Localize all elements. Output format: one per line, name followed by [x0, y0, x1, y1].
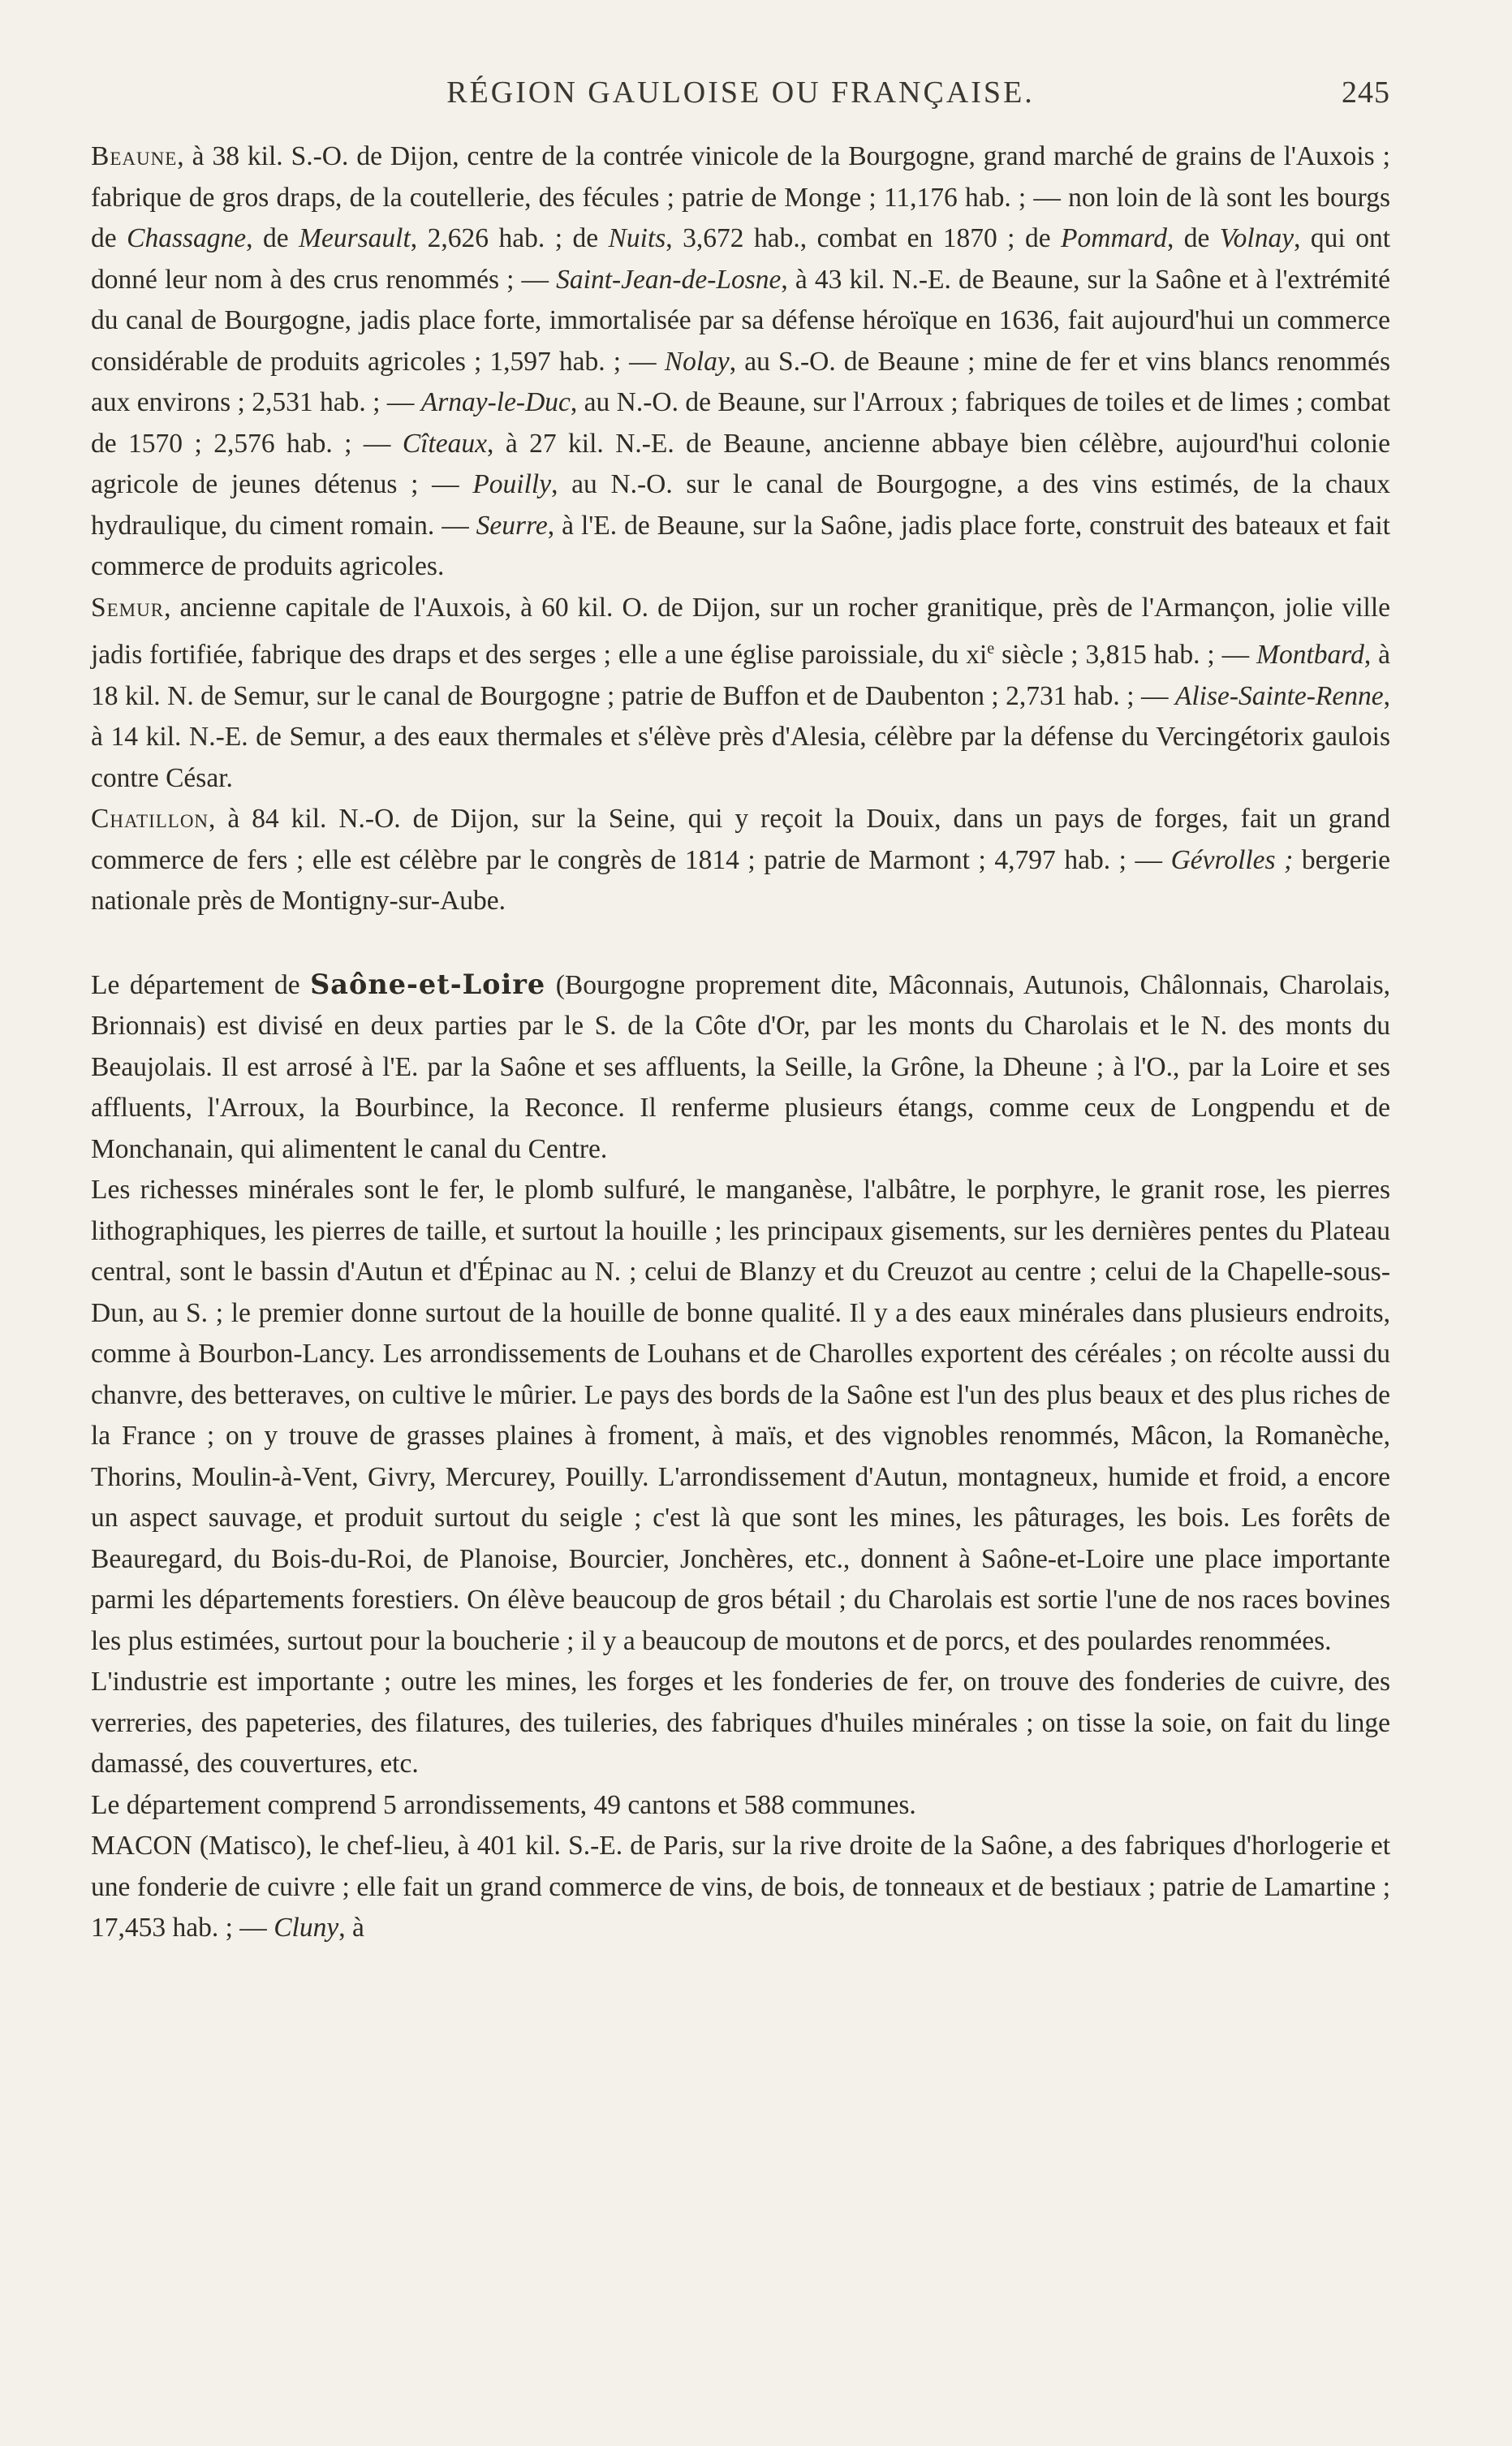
text-run: siècle ; 3,815 hab. ; —	[994, 640, 1257, 671]
text-run: (Bourgogne proprement dite, Mâconnais, Autunois, Châlonnais, Charolais, Brionnais) est divisé en deux parties par le S. de la Côte d'Or, par les monts du Charolais et le N. des monts du Beaujolais. Il est arrosé à l'E. par la Saône et ses affluents, la Seille, la Grône, la Dheune ; à l'O., par la Loire et ses affluents, l'Arroux, la Bourbince, la Reconce. Il renferme plusieurs étangs, comme ceux de Longpendu et de Monchanain, qui alimentent le canal du Centre.	[91, 969, 1390, 1164]
text-run: L'industrie est importante ; outre les mines, les forges et les fonderies de fer, on trouve des fonderies de cuivre, des verreries, des papeteries, des filatures, des tuileries, des fabriques d'huiles minérales ; on tisse la soie, on fait du linge damassé, des couvertures, etc.	[91, 1667, 1390, 1779]
text-run: , au N.-O. de Beaune, sur l'Arroux ; fabriques de toiles et de limes ; combat de 1570 ; 2,576 hab. ; —	[91, 387, 1390, 459]
superscript: e	[987, 640, 995, 658]
place-name: Meursault	[299, 223, 411, 253]
paragraph-semur	[91, 588, 1390, 800]
place-name: Volnay	[1219, 223, 1294, 253]
text-run: Le département comprend 5 arrondissements, 49 cantons et 588 communes.	[91, 1789, 916, 1820]
text-run: , à 38 kil. S.-O. de Dijon, centre de la contrée vinicole de la Bourgogne, grand marché de grains de l'Auxois ; fabrique de gros draps, de la coutellerie, des fécules ; patrie de Monge ; 11,176 hab. ; — non loin de là sont les bourgs de	[91, 141, 1390, 253]
text-run: , à 84 kil. N.-O. de Dijon, sur la Seine, qui y reçoit la Douix, dans un pays de forges, fait un grand commerce de fers ; elle est célèbre par le congrès de 1814 ; patrie de Marmont ; 4,797 hab. ; —	[91, 804, 1390, 875]
section-gap	[91, 922, 1390, 964]
text-run: , à 14 kil. N.-E. de Semur, a des eaux thermales et s'élève près d'Alesia, célèbre par la défense du Vercingétorix gaulois contre César.	[91, 680, 1390, 793]
place-name: Nuits	[608, 223, 666, 253]
text-run: , de	[1166, 223, 1220, 253]
place-name: Pommard	[1061, 223, 1167, 253]
text-run: , à l'E. de Beaune, sur la Saône, jadis place forte, construit des bateaux et fait commerce de produits agricoles.	[91, 510, 1390, 581]
body-text	[91, 136, 1390, 1949]
place-name: Montbard	[1256, 640, 1364, 671]
running-header	[91, 75, 1390, 123]
page-number: 245	[1342, 75, 1390, 110]
place-name: Cîteaux	[402, 428, 488, 459]
place-name: Saint-Jean-de-Losne	[556, 264, 782, 295]
place-name: Chassagne	[127, 223, 247, 253]
paragraph-industrie	[91, 1662, 1390, 1785]
place-name: Arnay-le-Duc	[420, 387, 571, 417]
text-run: , à	[338, 1913, 364, 1943]
paragraph-richesses	[91, 1170, 1390, 1662]
place-name: Cluny	[274, 1913, 339, 1943]
place-name: Seurre	[476, 510, 548, 541]
running-title: RÉGION GAULOISE OU FRANÇAISE.	[446, 75, 1035, 110]
text-run: , 3,672 hab., combat en 1870 ; de	[666, 223, 1062, 253]
text-run: MACON (Matisco), le chef-lieu, à 401 kil. S.-E. de Paris, sur la rive droite de la Saône, a des fabriques d'horlogerie et une fonderie de cuivre ; elle fait un grand commerce de vins, de bois, de tonneaux et de bestiaux ; patrie de Lamartine ; 17,453 hab. ; —	[91, 1831, 1390, 1943]
text-run: xi	[966, 640, 988, 671]
text-run: , de	[246, 223, 299, 253]
text-run: Le département de	[91, 969, 311, 1000]
text-run: bergerie nationale près de Montigny-sur-Aube.	[91, 844, 1390, 917]
place-name: Pouilly	[472, 469, 552, 499]
entry-heading: Beaune	[91, 141, 178, 171]
text-run: , qui ont donné leur nom à des crus renommés ; —	[91, 223, 1390, 295]
text-run: , 2,626 hab. ; de	[410, 223, 609, 253]
department-name: Saône-et-Loire	[310, 968, 546, 1000]
paragraph-departement	[91, 1785, 1390, 1827]
text-run: Les richesses minérales sont le fer, le plomb sulfuré, le manganèse, l'albâtre, le porphyre, le granit rose, les pierres lithographiques, les pierres de taille, et surtout la houille ; les principaux gisements, sur les dernières pentes du Plateau central, sont le bassin d'Autun et d'Épinac au N. ; celui de Blanzy et du Creuzot au centre ; celui de la Chapelle-sous-Dun, au S. ; le premier donne surtout de la houille de bonne qualité. Il y a des eaux minérales dans plusieurs endroits, comme à Bourbon-Lancy. Les arrondissements de Louhans et de Charolles exportent des céréales ; on récolte aussi du chanvre, des betteraves, on cultive le mûrier. Le pays des bords de la Saône est l'un des plus beaux et des plus riches de la France ; on y trouve de grasses plaines à froment, à maïs, et des vignobles renommés, Mâcon, la Romanèche, Thorins, Moulin-à-Vent, Givry, Mercurey, Pouilly. L'arrondissement d'Autun, montagneux, humide et froid, a encore un aspect sauvage, et produit surtout du seigle ; c'est là que sont les mines, les pâturages, les bois. Les forêts de Beauregard, du Bois-du-Roi, de Planoise, Bourcier, Jonchères, etc., donnent à Saône-et-Loire une place importante parmi les départements forestiers. On élève beaucoup de gros bétail ; du Charolais est sortie l'une de nos races bovines les plus estimées, surtout pour la boucherie ; il y a beaucoup de moutons et de porcs, et des poulardes renommées.	[91, 1175, 1390, 1656]
paragraph-macon	[91, 1826, 1390, 1949]
text-run: , à 27 kil. N.-E. de Beaune, ancienne abbaye bien célèbre, aujourd'hui colonie agricole de jeunes détenus ; —	[91, 428, 1390, 499]
place-name: Alise-Sainte-Renne	[1174, 680, 1384, 711]
text-run: , à 43 kil. N.-E. de Beaune, sur la Saône et à l'extrémité du canal de Bourgogne, jadis place forte, immortalisée par sa défense héroïque en 1636, fait aujourd'hui un commerce considérable de produits agricoles ; 1,597 hab. ; —	[91, 264, 1391, 377]
place-name: Nolay	[664, 346, 730, 377]
place-name: Gévrolles ;	[1170, 844, 1294, 875]
paragraph-chatillon	[91, 799, 1390, 922]
text-run: , à 18 kil. N. de Semur, sur le canal de Bourgogne ; patrie de Buffon et de Daubenton ; 2,731 hab. ; —	[91, 640, 1391, 711]
text-run: , au S.-O. de Beaune ; mine de fer et vins blancs renommés aux environs ; 2,531 hab. ; —	[91, 346, 1391, 417]
text-run: , ancienne capitale de l'Auxois, à 60 kil. O. de Dijon, sur un rocher granitique, près de l'Armançon, jolie ville jadis fortifiée, fabrique des draps et des serges ; elle a une église paroissiale, du	[91, 592, 1390, 671]
paragraph-saone-et-loire	[91, 964, 1390, 1171]
text-run: , au N.-O. sur le canal de Bourgogne, a des vins estimés, de la chaux hydraulique, du ciment romain. —	[91, 469, 1390, 541]
paragraph-beaune	[91, 136, 1390, 588]
entry-heading: Semur	[91, 592, 165, 623]
entry-heading: Chatillon	[91, 804, 209, 835]
